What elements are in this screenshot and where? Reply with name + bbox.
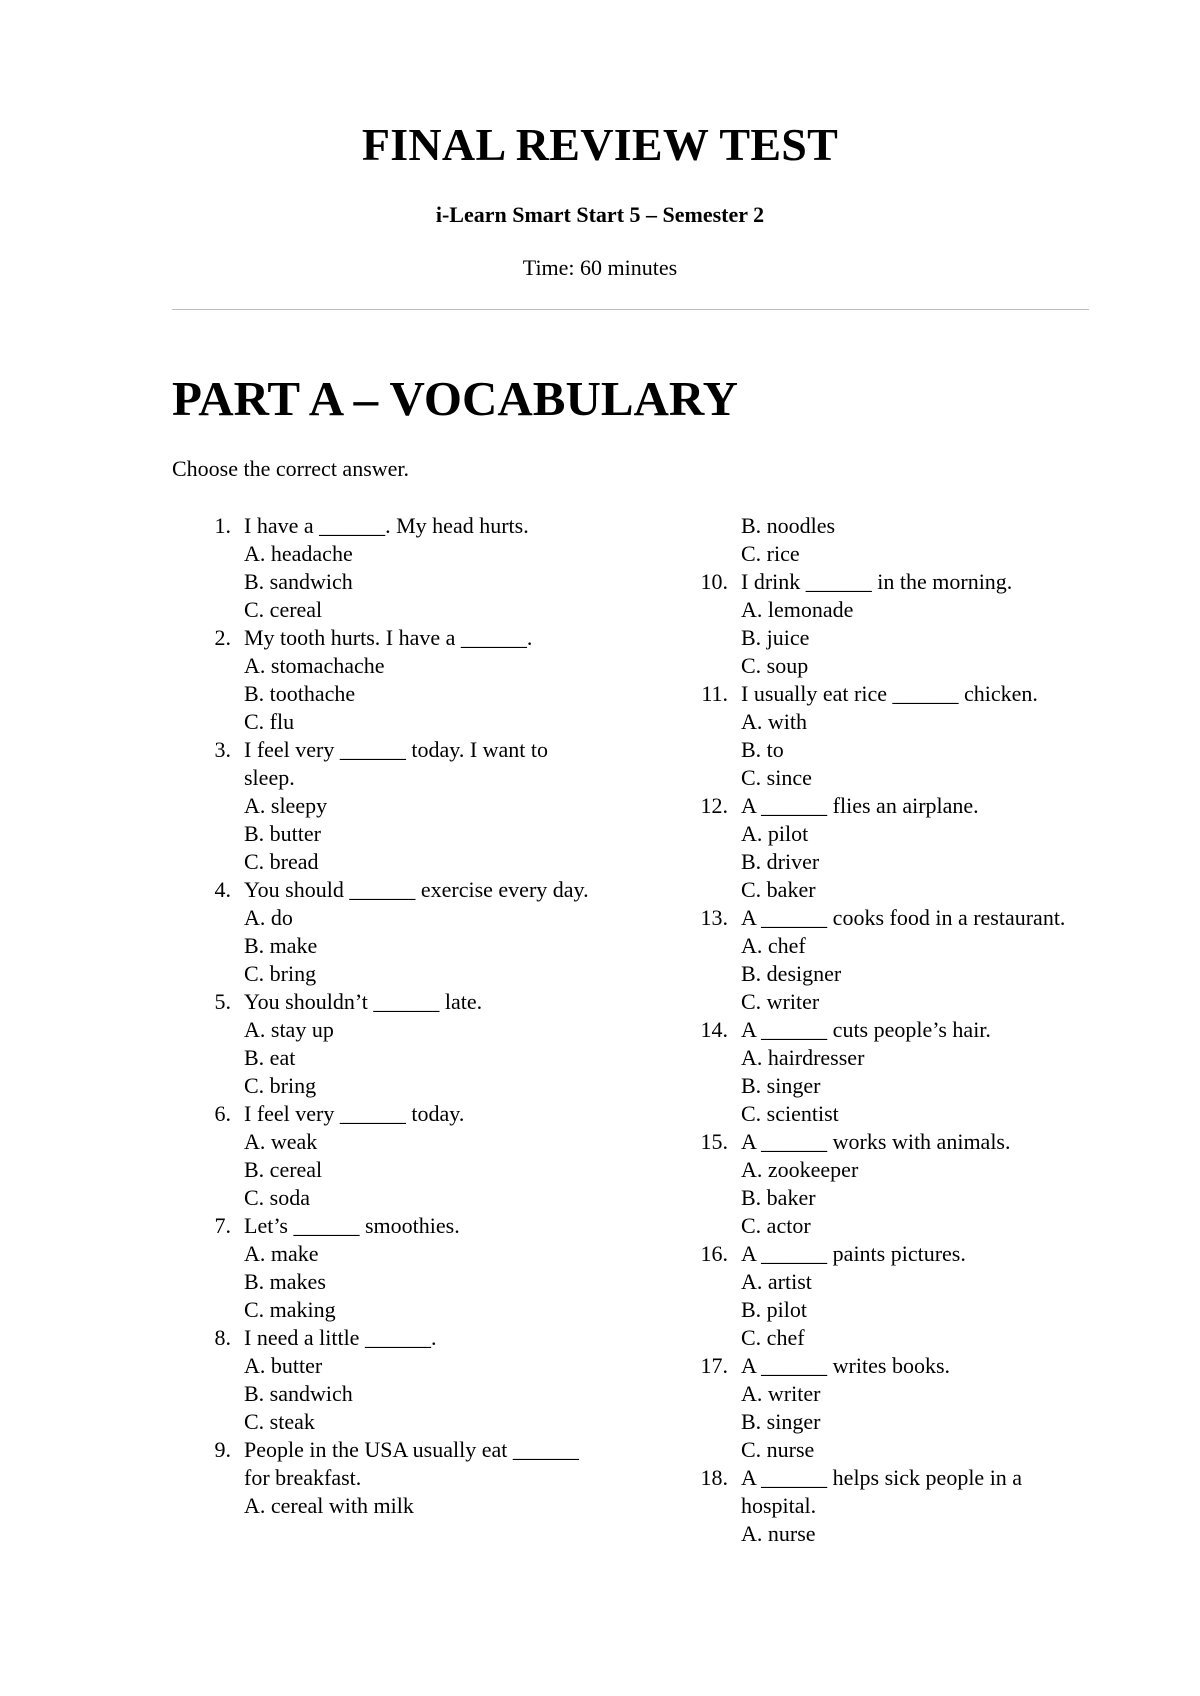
answer-option: B. baker <box>741 1185 816 1210</box>
answer-option: B. cereal <box>244 1157 323 1182</box>
question-column-left <box>195 512 595 1520</box>
question-item <box>692 680 1092 792</box>
question-number: 5. <box>214 989 231 1014</box>
answer-option: A. headache <box>244 541 353 566</box>
answer-option: A. chef <box>741 933 806 958</box>
answer-option: A. with <box>741 709 807 734</box>
question-text: A ______ flies an airplane. <box>741 793 979 818</box>
answer-option: C. bring <box>244 1073 317 1098</box>
question-text: A ______ helps sick people in a hospital. <box>741 1465 1023 1518</box>
question-text: A ______ works with animals. <box>741 1129 1011 1154</box>
answer-option: B. toothache <box>244 681 356 706</box>
question-item <box>692 1240 1092 1352</box>
answer-option: A. zookeeper <box>741 1157 859 1182</box>
question-number: 11. <box>701 681 728 706</box>
answer-option: B. driver <box>741 849 820 874</box>
answer-option: C. flu <box>244 709 295 734</box>
question-text: My tooth hurts. I have a ______. <box>244 625 533 650</box>
answer-option: C. since <box>741 765 812 790</box>
answer-option: C. chef <box>741 1325 805 1350</box>
answer-option: B. butter <box>244 821 321 846</box>
question-number: 1. <box>214 513 231 538</box>
answer-option: A. make <box>244 1241 319 1266</box>
question-number: 2. <box>214 625 231 650</box>
question-item <box>692 792 1092 904</box>
question-number: 17. <box>700 1353 728 1378</box>
question-number: 15. <box>700 1129 728 1154</box>
answer-option: A. stay up <box>244 1017 334 1042</box>
question-item <box>195 624 595 736</box>
question-item <box>195 1324 595 1436</box>
answer-option: B. eat <box>244 1045 296 1070</box>
question-item <box>692 568 1092 680</box>
question-item <box>195 1436 595 1520</box>
question-number: 16. <box>700 1241 728 1266</box>
question-item <box>692 1016 1092 1128</box>
question-item <box>195 512 595 624</box>
question-item <box>195 1212 595 1324</box>
answer-option: A. lemonade <box>741 597 854 622</box>
question-number: 12. <box>700 793 728 818</box>
question-number: 6. <box>214 1101 231 1126</box>
answer-option: C. nurse <box>741 1437 815 1462</box>
answer-option: A. sleepy <box>244 793 328 818</box>
answer-option: C. rice <box>741 541 800 566</box>
question-text: A ______ paints pictures. <box>741 1241 966 1266</box>
answer-option: C. baker <box>741 877 816 902</box>
answer-option: A. weak <box>244 1129 318 1154</box>
instruction-text: Choose the correct answer. <box>172 456 410 481</box>
answer-option: A. cereal with milk <box>244 1493 414 1518</box>
question-number: 8. <box>214 1325 231 1350</box>
question-item <box>195 736 595 876</box>
question-item <box>692 1352 1092 1464</box>
answer-option: B. juice <box>741 625 810 650</box>
answer-option: C. steak <box>244 1409 315 1434</box>
question-number: 13. <box>700 905 728 930</box>
answer-option: A. butter <box>244 1353 323 1378</box>
answer-option: C. scientist <box>741 1101 839 1126</box>
question-text: You shouldn’t ______ late. <box>244 989 483 1014</box>
answer-option: C. bread <box>244 849 319 874</box>
page-subtitle: i-Learn Smart Start 5 – Semester 2 <box>435 202 765 227</box>
question-item <box>195 988 595 1100</box>
question-text: I usually eat rice ______ chicken. <box>741 681 1038 706</box>
answer-option: C. making <box>244 1297 336 1322</box>
answer-option: B. noodles <box>741 513 836 538</box>
question-text: A ______ cuts people’s hair. <box>741 1017 991 1042</box>
answer-option: B. to <box>741 737 784 762</box>
question-number: 4. <box>214 877 231 902</box>
answer-option: B. sandwich <box>244 569 353 594</box>
answer-option: C. bring <box>244 961 317 986</box>
answer-option: A. hairdresser <box>741 1045 865 1070</box>
question-column-right <box>692 512 1092 1548</box>
time-limit: Time: 60 minutes <box>522 255 678 280</box>
answer-option: A. do <box>244 905 293 930</box>
question-number: 7. <box>214 1213 231 1238</box>
question-number: 3. <box>214 737 231 762</box>
page-title: FINAL REVIEW TEST <box>361 119 839 170</box>
answer-option: B. makes <box>244 1269 326 1294</box>
question-text: Let’s ______ smoothies. <box>244 1213 460 1238</box>
question-item <box>692 904 1092 1016</box>
question-item <box>692 1128 1092 1240</box>
question-text: People in the USA usually eat ______ for breakfast. <box>244 1437 579 1490</box>
question-item <box>692 1464 1092 1548</box>
answer-option: C. soda <box>244 1185 310 1210</box>
part-a-heading: PART A – VOCABULARY <box>172 371 738 426</box>
question-number: 18. <box>700 1465 728 1490</box>
answer-option: C. soup <box>741 653 809 678</box>
question-text: A ______ cooks food in a restaurant. <box>741 905 1066 930</box>
answer-option: C. actor <box>741 1213 811 1238</box>
question-text: I feel very ______ today. <box>244 1101 465 1126</box>
question-text: You should ______ exercise every day. <box>244 877 589 902</box>
answer-option: B. sandwich <box>244 1381 353 1406</box>
question-number: 14. <box>700 1017 728 1042</box>
answer-option: B. designer <box>741 961 842 986</box>
question-text: I feel very ______ today. I want to sleep. <box>244 737 549 790</box>
question-text: I drink ______ in the morning. <box>741 569 1013 594</box>
divider <box>172 309 1089 310</box>
answer-option: C. cereal <box>244 597 323 622</box>
answer-option: A. writer <box>741 1381 821 1406</box>
question-item-continued <box>692 512 1092 568</box>
answer-option: A. pilot <box>741 821 809 846</box>
answer-option: B. singer <box>741 1073 821 1098</box>
answer-option: A. nurse <box>741 1521 816 1546</box>
question-text: I need a little ______. <box>244 1325 437 1350</box>
question-text: I have a ______. My head hurts. <box>244 513 529 538</box>
question-item <box>195 1100 595 1212</box>
question-number: 9. <box>214 1437 231 1462</box>
answer-option: C. writer <box>741 989 820 1014</box>
answer-option: A. artist <box>741 1269 812 1294</box>
question-number: 10. <box>700 569 728 594</box>
answer-option: B. singer <box>741 1409 821 1434</box>
question-item <box>195 876 595 988</box>
answer-option: A. stomachache <box>244 653 385 678</box>
answer-option: B. make <box>244 933 318 958</box>
answer-option: B. pilot <box>741 1297 808 1322</box>
question-text: A ______ writes books. <box>741 1353 950 1378</box>
